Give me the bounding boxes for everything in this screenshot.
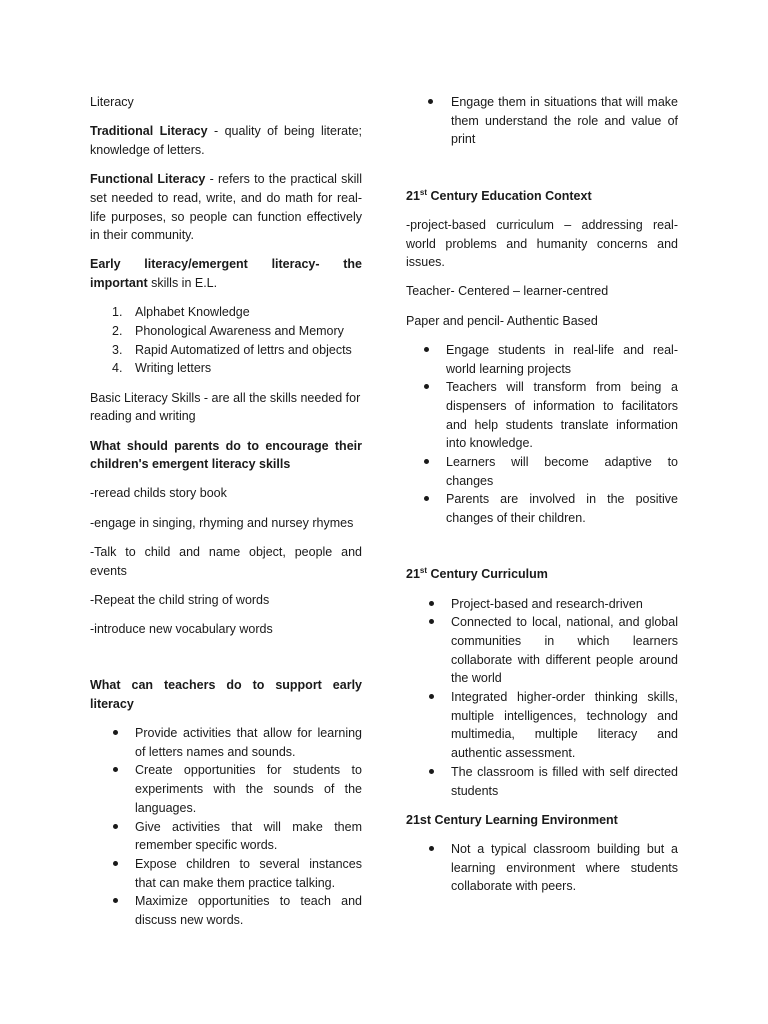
education-context-paragraph: -project-based curriculum – addressing real-world problems and humanity concerns and issues. [406,217,678,270]
parents-heading-text: What should parents do to encourage their children's emergent literacy skills [90,438,362,472]
list-item [406,341,678,378]
bullet-icon [113,824,118,829]
teachers-heading-text: What can teachers do to support early literacy [90,678,362,711]
list-item-text: Connected to local, national, and global communities in which learners collaborate with different people around the world [451,615,678,686]
list-item-text: Writing letters [135,361,212,376]
parents-item: -engage in singing, rhyming and nursey rhymes [90,515,354,530]
list-number: 2. [112,324,123,339]
teachers-list [90,724,362,930]
bullet-icon [424,459,429,464]
list-number: 4. [112,361,123,376]
education-context-paragraph: Paper and pencil- Authentic Based [406,313,598,328]
education-context-heading-text [406,189,592,203]
functional-literacy-term: Functional Literacy [90,172,206,187]
early-literacy-text: skills in E.L. [147,276,218,291]
education-context-list [406,341,678,528]
list-item-text: Provide activities that allow for learning of letters names and sounds. [135,726,362,759]
education-context-heading [406,187,678,206]
list-item-text: Rapid Automatized of lettrs and objects [135,342,352,357]
list-item-text: The classroom is filled with self directed students [451,764,678,798]
heading-title: Century Curriculum [427,567,548,582]
list-item [90,341,362,360]
list-item-text: Not a typical classroom building but a learning environment where students collaborate with peers. [451,842,678,894]
bullet-icon [113,861,118,866]
parents-item: -Repeat the child string of words [90,592,270,607]
curriculum-heading [406,565,678,584]
right-column [406,93,678,907]
list-item-text: Maximize opportunities to teach and discuss new words. [135,894,362,928]
list-item-text: Engage students in real-life and real-world learning projects [446,342,678,376]
list-item [90,761,362,817]
parents-item: -Talk to child and name object, people and events [90,544,362,578]
environment-list [406,840,678,896]
list-item [90,322,362,341]
teachers-heading [90,676,362,713]
list-item-text: Phonological Awareness and Memory [135,324,344,339]
heading-ordinal: st [419,187,428,197]
list-item [406,613,678,688]
bullet-icon [429,769,434,774]
list-item-text: Parents are involved in the positive changes of their children. [446,492,678,526]
bullet-icon [424,384,429,389]
list-item [406,378,678,453]
environment-heading-text: 21st Century Learning Environment [406,812,618,827]
heading-number: 21 [406,567,420,582]
list-item-text: Project-based and research-driven [451,596,643,611]
list-item [406,453,678,490]
continued-list [406,93,678,149]
list-item [90,892,362,929]
curriculum-heading-text [406,567,548,581]
list-item-text: Teachers will transform from being a dispensers of information to facilitators and help students translate information into knowledge. [446,380,678,451]
traditional-literacy-paragraph [90,122,362,159]
bullet-icon [424,347,429,352]
left-column [90,93,362,940]
list-item-text: Create opportunities for students to experiments with the sounds of the languages. [135,763,362,815]
list-item [90,303,362,322]
list-item-text: Learners will become adaptive to changes [446,455,678,488]
spacer [406,160,678,187]
bullet-icon [429,846,434,851]
bullet-icon [429,601,434,606]
heading-number: 21 [406,188,420,203]
spacer [406,538,678,565]
list-item-text: Alphabet Knowledge [135,305,250,320]
parents-item: -introduce new vocabulary words [90,621,273,636]
parents-item: -reread childs story book [90,486,227,501]
bullet-icon [429,619,434,624]
early-literacy-paragraph [90,255,362,292]
bullet-icon [428,99,433,104]
heading-ordinal: st [419,566,428,576]
early-literacy-term: Early literacy/emergent literacy- the important [90,257,362,291]
list-item-text: Engage them in situations that will make them understand the role and value of print [451,95,678,147]
list-item [406,763,678,800]
list-item-text: Expose children to several instances that can make them practice talking. [135,857,362,890]
traditional-literacy-definition: - quality of being literate; knowledge of letters. [90,124,362,157]
list-number: 3. [112,342,123,357]
list-item-text: Give activities that will make them remember specific words. [135,819,362,853]
spacer [90,649,362,676]
environment-heading [406,811,678,830]
early-literacy-skills-list [90,303,362,378]
bullet-icon [113,730,118,735]
parents-heading [90,437,362,474]
traditional-literacy-term: Traditional Literacy [90,124,208,139]
list-item [406,688,678,763]
bullet-icon [424,496,429,501]
list-item [406,595,678,614]
list-number: 1. [112,305,123,320]
list-item [90,359,362,378]
curriculum-list [406,595,678,801]
list-item [406,490,678,527]
list-item [90,818,362,855]
education-context-paragraph: Teacher- Centered – learner-centred [406,284,609,299]
functional-literacy-definition: - refers to the practical skill set needed to read, write, and do math for real-life purposes, so people can function effectively in their community. [90,172,362,243]
list-item [406,840,678,896]
literacy-title: Literacy [90,95,134,109]
basic-literacy-paragraph: Basic Literacy Skills - are all the skills needed for reading and writing [90,390,361,424]
bullet-icon [113,898,118,903]
bullet-icon [113,767,118,772]
bullet-icon [429,694,434,699]
heading-title: Century Education Context [427,188,592,203]
list-item [406,93,678,149]
list-item [90,855,362,892]
list-item [90,724,362,761]
list-item-text: Integrated higher-order thinking skills, multiple intelligences, technology and multimedia, multiple literacy and authentic assessment. [451,690,678,761]
functional-literacy-paragraph [90,170,362,245]
